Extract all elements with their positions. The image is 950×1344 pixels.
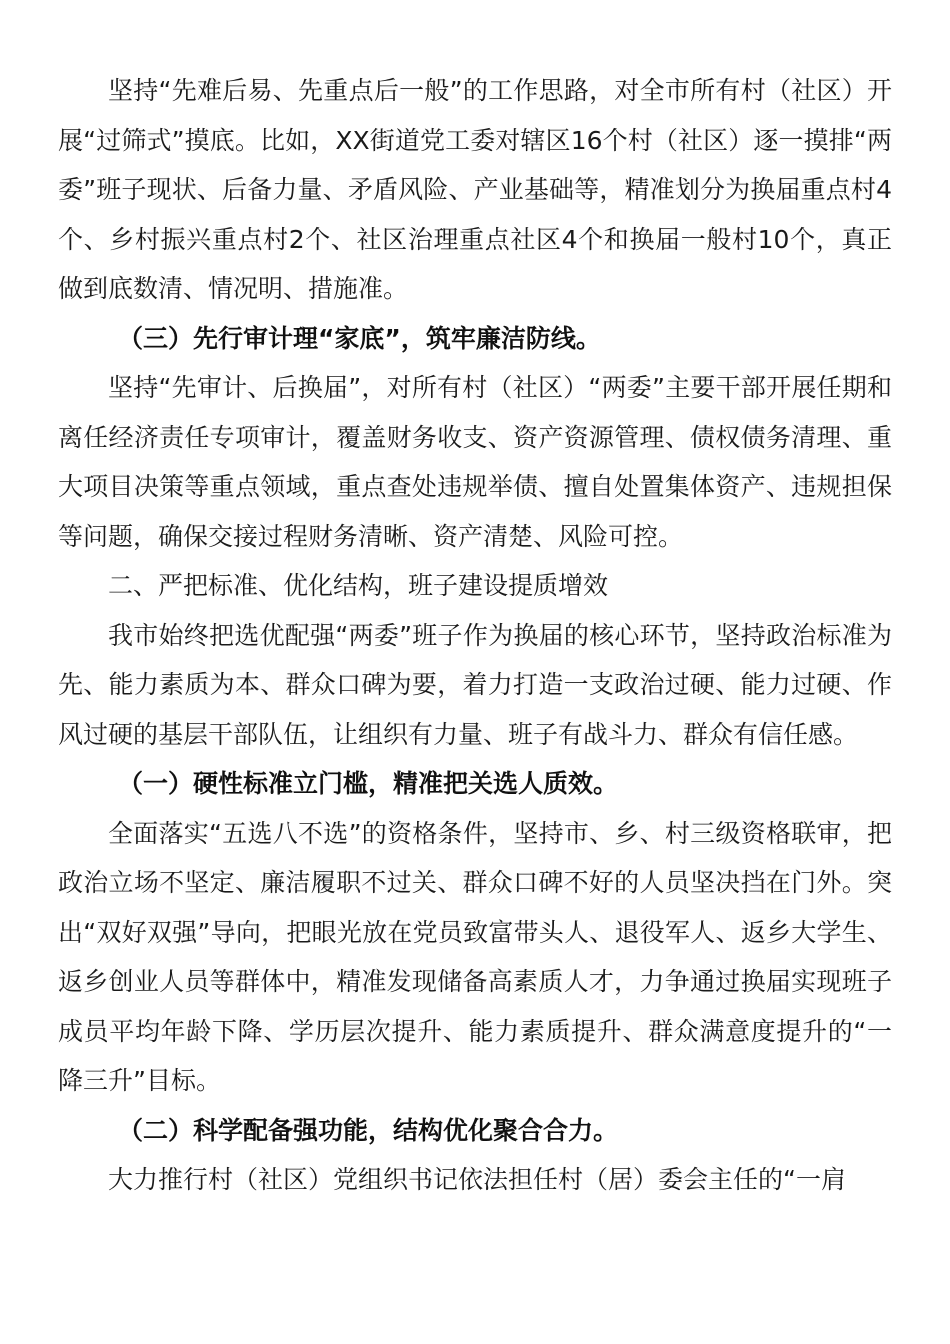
paragraph-team-building: 我市始终把选优配强“两委”班子作为换届的核心环节，坚持政治标准为先、能力素质为本、群众口碑为要，着力打造一支政治过硬、能力过硬、作风过硬的基层干部队伍，让组织有力量、班子有战斗力、群众有信任感。 [58,620,892,749]
section-heading-audit: （三）先行审计理“家底”，筑牢廉洁防线。 [118,323,601,353]
paragraph-survey: 坚持“先难后易、先重点后一般”的工作思路，对全市所有村（社区）开展“过筛式”摸底。比如，XX街道党工委对辖区16个村（社区）逐一摸排“两委”班子现状、后备力量、矛盾风险、产业基础等，精准划分为换届重点村4个、乡村振兴重点村2个、社区治理重点社区4个和换届一般村10个，真正做到底数清、情况明、措施准。 [58,76,892,303]
document-body [58,66,892,1205]
paragraph-standards: 全面落实“五选八不选”的资格条件，坚持市、乡、村三级资格联审，把政治立场不坚定、廉洁履职不过关、群众口碑不好的人员坚决挡在门外。突出“双好双强”导向，把眼光放在党员致富带头人、退役军人、返乡大学生、返乡创业人员等群体中，精准发现储备高素质人才，力争通过换届实现班子成员平均年龄下降、学历层次提升、能力素质提升、群众满意度提升的“一降三升”目标。 [58,818,892,1095]
chapter-heading-two: 二、严把标准、优化结构，班子建设提质增效 [108,571,609,600]
paragraph-structure: 大力推行村（社区）党组织书记依法担任村（居）委会主任的“一肩 [108,1165,846,1194]
section-heading-structure: （二）科学配备强功能，结构优化聚合合力。 [118,1115,619,1145]
paragraph-audit: 坚持“先审计、后换届”，对所有村（社区）“两委”主要干部开展任期和离任经济责任专项审计，覆盖财务收支、资产资源管理、债权债务清理、重大项目决策等重点领域，重点查处违规举债、擅自处置集体资产、违规担保等问题，确保交接过程财务清晰、资产清楚、风险可控。 [58,373,892,551]
section-heading-standards: （一）硬性标准立门槛，精准把关选人质效。 [118,769,619,798]
